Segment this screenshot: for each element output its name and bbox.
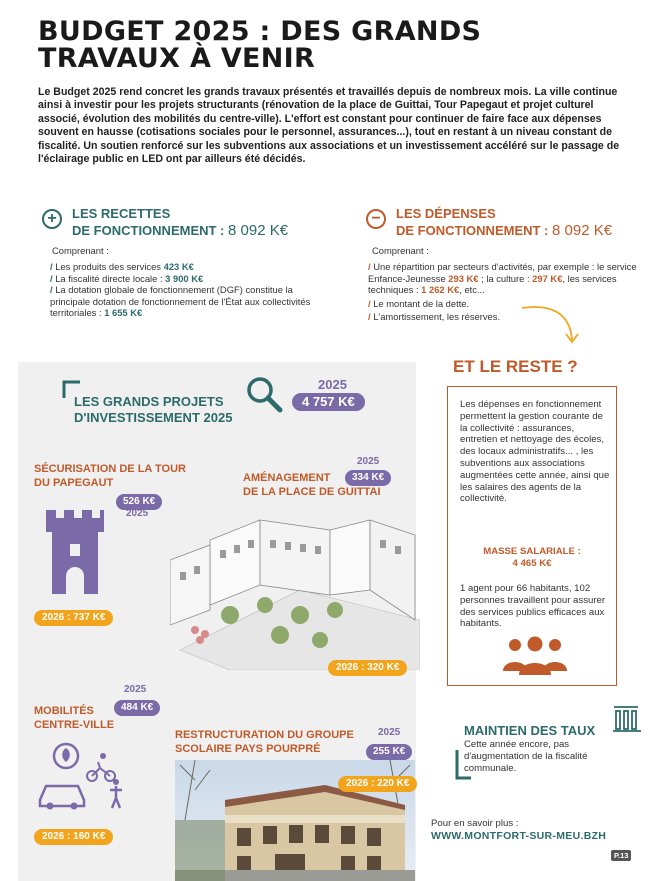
reste-title: ET LE RESTE ? <box>453 357 578 376</box>
depenses-list <box>368 261 650 323</box>
recettes-comprenant: Comprenant : <box>52 245 109 256</box>
place-value: 334 K€ <box>345 467 391 486</box>
depenses-comprenant: Comprenant : <box>372 245 429 256</box>
mobility-icons <box>36 742 132 810</box>
footer-url[interactable]: WWW.MONTFORT-SUR-MEU.BZH <box>431 830 607 842</box>
list-item: / Le montant de la dette. <box>368 297 470 309</box>
plus-circle-icon: + <box>42 209 62 229</box>
masse-salariale: MASSE SALARIALE : 4 465 K€ <box>483 546 581 569</box>
search-icon <box>244 374 284 414</box>
tour-year: 2025 <box>126 508 149 519</box>
projets-total: 4 757 K€ <box>292 393 365 411</box>
minus-circle-icon: − <box>366 209 386 229</box>
intro-paragraph: Le Budget 2025 rend concret les grands travaux présentés et travaillés depuis de nombreux mois. La ville continue ainsi à investir pour les projets structurants (rénovation de la place de Guittai, Tour Papegaut et projet culturel associé, évolution des mobilités du centre-ville). L'effort est constant pour continuer de faire face aux dépenses souvent en hausse (cotisations sociales pour le personnel, assurances...), tout en restant à un niveau constant de fiscalité. Un soutien renforcé sur les subventions aux associations et un investissement accéléré sur le passage de l'éclairage public en LED ont par ailleurs été décidés. <box>38 86 620 166</box>
agents-text: 1 agent pour 66 habitants, 102 personnes travaillent pour assurer des services publics efficaces aux habitants. <box>460 583 606 630</box>
reste-text: Les dépenses en fonctionnement permettent la gestion courante de la collectivité : assurances, entretien et nettoyage des écoles, des locaux administratifs... , les subventions aux associations augmentées cette année, ainsi que les salaires des agents de la collectivité. <box>460 399 610 505</box>
projets-title: LES GRANDS PROJETS D'INVESTISSEMENT 2025 <box>74 394 233 425</box>
list-item: / Les produits des services 423 K€ <box>50 261 194 272</box>
depenses-title: LES DÉPENSES DE FONCTIONNEMENT : 8 092 K€ <box>396 206 613 239</box>
bar-chart-icon <box>612 703 642 733</box>
place-year: 2025 <box>357 456 380 467</box>
mobilites-value: 484 K€ <box>114 697 160 716</box>
footer-savoir: Pour en savoir plus : <box>431 818 519 829</box>
place-title: AMÉNAGEMENT DE LA PLACE DE GUITTAI <box>243 472 381 498</box>
recettes-value: 8 092 K€ <box>228 222 289 239</box>
page-number: P.13 <box>611 850 631 861</box>
list-item: / La dotation globale de fonctionnement (DGF) constitue la principale dotation de fonctionnement de l'État aux collectivités territoriales : 1 655 K€ <box>50 284 311 319</box>
list-item: / Une répartition par secteurs d'activités, par exemple : le service Enfance-Jeunesse 293 K€ ; la culture : 297 K€, les services techniques : 1 262 K€, etc... <box>368 261 637 296</box>
place-illustration <box>170 500 420 670</box>
taux-text: Cette année encore, pas d'augmentation de la fiscalité communale. <box>464 739 588 774</box>
tour-next: 2026 : 737 K€ <box>34 607 113 626</box>
people-icon <box>503 635 567 675</box>
list-item: / La fiscalité directe locale : 3 900 K€ <box>50 272 204 284</box>
title-line-1: BUDGET 2025 : DES GRANDS <box>38 16 482 47</box>
tour-value: 526 K€ <box>116 491 162 510</box>
projets-year: 2025 <box>318 377 347 392</box>
curved-arrow-icon <box>520 300 590 350</box>
depenses-value: 8 092 K€ <box>552 222 613 239</box>
recettes-list <box>50 261 330 319</box>
mobilites-next: 2026 : 160 K€ <box>34 826 113 845</box>
reste-box <box>447 386 617 686</box>
groupe-title: RESTRUCTURATION DU GROUPE SCOLAIRE PAYS POURPRÉ <box>175 729 354 755</box>
groupe-value: 255 K€ <box>366 741 412 760</box>
mobilites-title: MOBILITÉS CENTRE-VILLE <box>34 705 115 731</box>
taux-title: MAINTIEN DES TAUX <box>464 723 596 738</box>
tower-icon <box>44 508 106 594</box>
recettes-title: LES RECETTES DE FONCTIONNEMENT : 8 092 K€ <box>72 206 289 239</box>
groupe-year: 2025 <box>378 727 401 738</box>
tour-title: SÉCURISATION DE LA TOUR DU PAPEGAUT <box>34 463 186 489</box>
title-line-2: TRAVAUX À VENIR <box>38 43 316 74</box>
list-item: / L'amortissement, les réserves. <box>368 311 501 323</box>
page-title <box>38 18 638 72</box>
mobilites-year: 2025 <box>124 684 147 695</box>
groupe-next: 2026 : 220 K€ <box>338 773 417 792</box>
place-next: 2026 : 320 K€ <box>328 657 407 676</box>
